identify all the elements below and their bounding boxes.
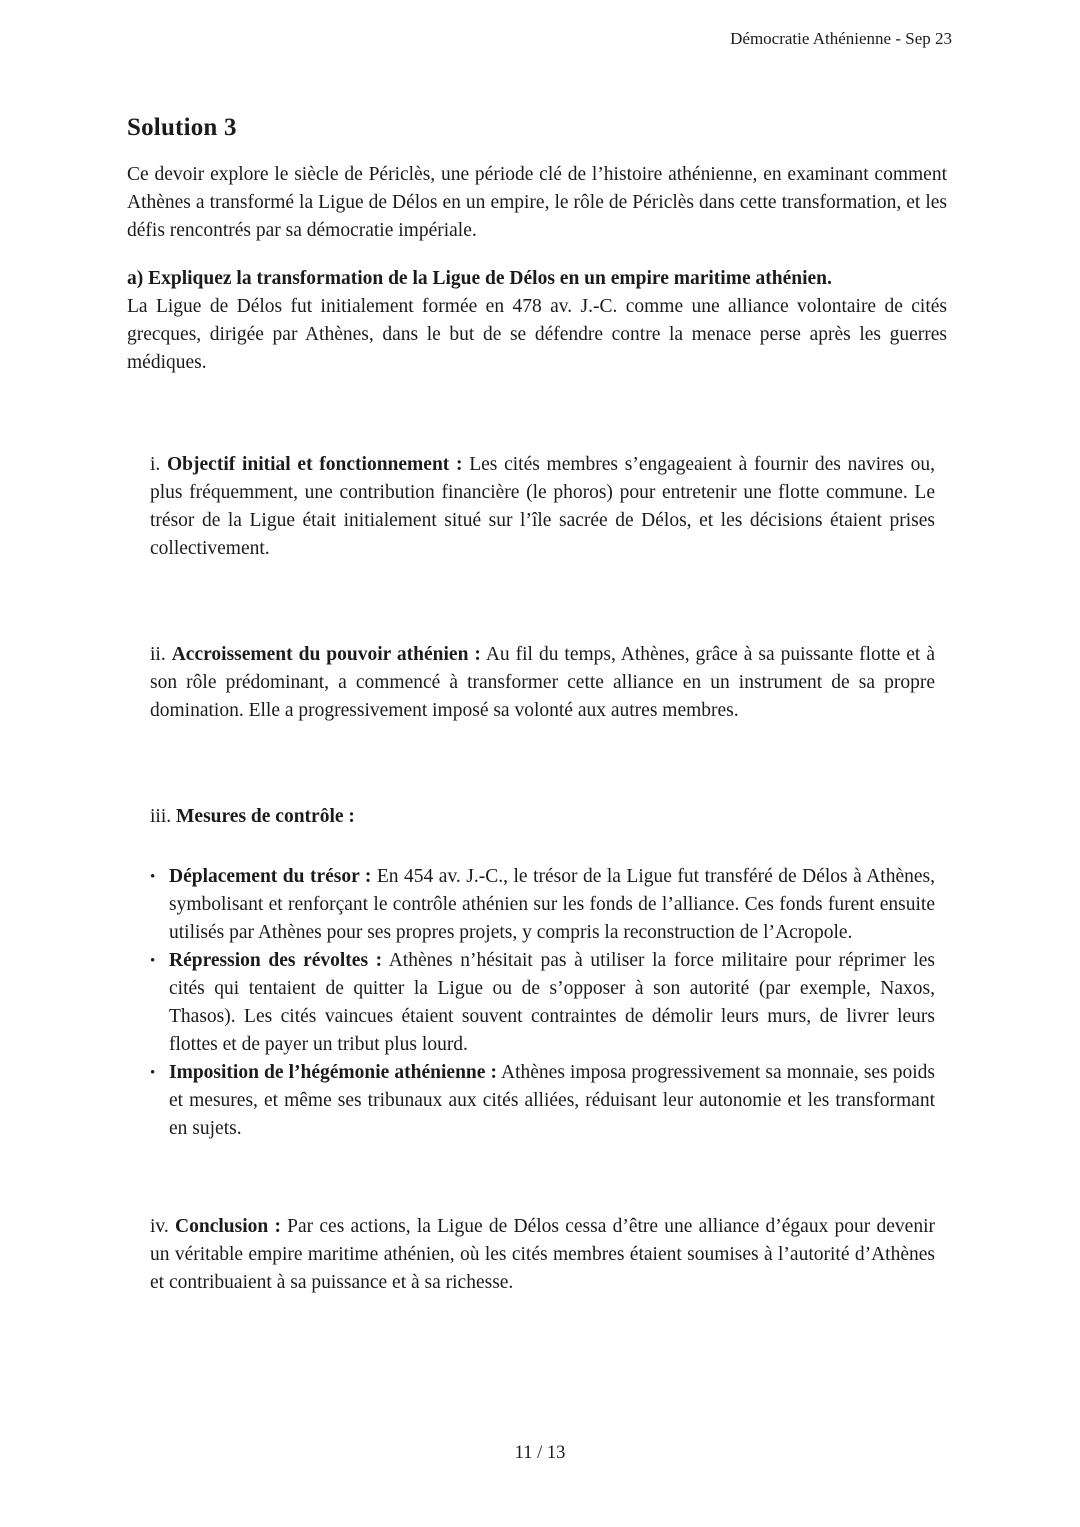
bullet-hegemony-text: Athènes imposa progressivement sa monnaie, ses poids et mesures, et même ses tribunaux aux cités alliées, réduisant leur autonomie et les transformant en sujets. xyxy=(169,1062,935,1139)
bullet-icon: • xyxy=(150,1065,156,1081)
bullet-revolts xyxy=(169,947,935,1059)
intro-paragraph: Ce devoir explore le siècle de Périclès, une période clé de l’histoire athénienne, en examinant comment Athènes a transformé la Ligue de Délos en un empire, le rôle de Périclès dans cette transformation, et les défis rencontrés par sa démocratie impériale. xyxy=(127,164,947,241)
item-i-numeral: i. xyxy=(150,454,161,475)
bullet-icon: • xyxy=(150,869,156,885)
item-ii-numeral: ii. xyxy=(150,644,166,665)
bullet-hegemony xyxy=(169,1059,935,1143)
item-ii-label: Accroissement du pouvoir athénien : xyxy=(171,644,481,665)
bullet-treasury xyxy=(169,863,935,947)
item-i-text: Les cités membres s’engageaient à fournir des navires ou, plus fréquemment, une contribution financière (le phoros) pour entretenir une flotte commune. Le trésor de la Ligue était initialement situé sur l’île sacrée de Délos, et les décisions étaient prises collectivement. xyxy=(150,454,935,559)
page-title: Solution 3 xyxy=(127,114,237,141)
item-i xyxy=(150,451,935,563)
item-iv-text: Par ces actions, la Ligue de Délos cessa d’être une alliance d’égaux pour devenir un véritable empire maritime athénien, où les cités membres étaient soumises à l’autorité d’Athènes et contribuaient à sa puissance et à sa richesse. xyxy=(150,1216,935,1293)
list-item xyxy=(150,1059,935,1143)
item-i-label: Objectif initial et fonctionnement : xyxy=(167,454,463,475)
list-item xyxy=(150,947,935,1059)
item-ii xyxy=(150,641,935,725)
item-iii-numeral: iii. xyxy=(150,806,172,827)
bullet-icon: • xyxy=(150,953,156,969)
item-iv-numeral: iv. xyxy=(150,1216,169,1237)
bullet-revolts-text: Athènes n’hésitait pas à utiliser la force militaire pour réprimer les cités qui tentaient de quitter la Ligue ou de s’opposer à son autorité (par exemple, Naxos, Thasos). Les cités vaincues étaient souvent contraintes de démolir leurs murs, de livrer leurs flottes et de payer un tribut plus lourd. xyxy=(169,950,936,1055)
list-item xyxy=(150,863,935,947)
bullet-hegemony-label: Imposition de l’hégémonie athénienne : xyxy=(169,1062,498,1083)
header-title: Démocratie Athénienne - Sep 23 xyxy=(730,29,952,48)
bullet-revolts-label: Répression des révoltes : xyxy=(169,950,383,971)
document-body xyxy=(127,0,947,1297)
item-ii-text: Au fil du temps, Athènes, grâce à sa puissante flotte et à son rôle prédominant, a commencé à transformer cette alliance en un instrument de sa propre domination. Elle a progressivement imposé sa volonté aux autres membres. xyxy=(150,644,935,721)
page-number xyxy=(0,1441,1080,1465)
page-number-text: 11 / 13 xyxy=(514,1443,566,1463)
item-iii-label: Mesures de contrôle : xyxy=(176,806,355,827)
section-a-heading: a) Expliquez la transformation de la Ligue de Délos en un empire maritime athénien. xyxy=(127,268,832,289)
item-iv-conclusion xyxy=(150,1213,935,1297)
section-a-body: La Ligue de Délos fut initialement formée en 478 av. J.-C. comme une alliance volontaire de cités grecques, dirigée par Athènes, dans le but de se défendre contre la menace perse après les guerres médiques. xyxy=(127,296,947,373)
bullet-treasury-text: En 454 av. J.-C., le trésor de la Ligue fut transféré de Délos à Athènes, symbolisant et renforçant le contrôle athénien sur les fonds de l’alliance. Ces fonds furent ensuite utilisés par Athènes pour ses propres projets, y compris la reconstruction de l’Acropole. xyxy=(169,866,935,943)
bullet-treasury-label: Déplacement du trésor : xyxy=(169,866,372,887)
item-iii xyxy=(150,803,935,831)
control-measures-list xyxy=(150,863,935,1143)
item-iv-label: Conclusion : xyxy=(175,1216,281,1237)
